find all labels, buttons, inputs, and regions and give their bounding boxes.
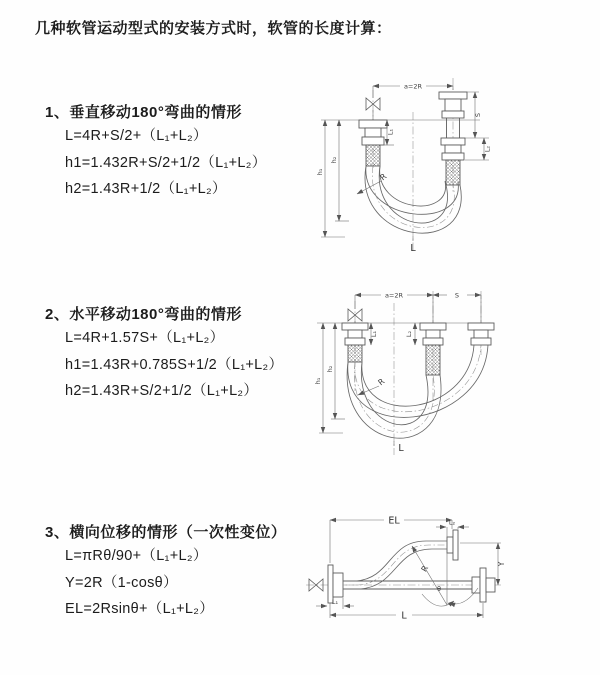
- diagram-lateral-displacement: [300, 500, 600, 650]
- formula-h1: h1=1.432R+S/2+1/2（L₁+L₂）: [65, 154, 267, 171]
- hose-swung-curves: [348, 345, 488, 417]
- label-length: L: [398, 443, 404, 454]
- dimension-el: [330, 516, 452, 564]
- label-l2: L₂: [448, 518, 456, 527]
- hose-braid-hatch: [426, 345, 440, 375]
- label-r: R: [376, 376, 387, 388]
- page-title: 几种软管运动型式的安装方式时，软管的长度计算：: [35, 20, 392, 37]
- label-h2: h₂: [326, 365, 334, 373]
- section-3-heading: 3、横向位移的情形（一次性变位）: [45, 524, 287, 541]
- hose-s-curve: [343, 541, 447, 589]
- label-length: L: [401, 610, 407, 622]
- radius-leader: [412, 527, 447, 605]
- dimension-l2: [405, 323, 415, 345]
- section-vertical-movement: [45, 101, 267, 203]
- upper-flange-fitting: [447, 530, 458, 560]
- dimension-l1: [316, 598, 354, 609]
- dimension-a2r: [373, 82, 453, 90]
- formula-y: Y=2R（1-cosθ）: [65, 574, 178, 591]
- formula-l: L=4R+1.57S+（L₁+L₂）: [65, 330, 225, 346]
- section-lateral-displacement: [45, 521, 286, 623]
- section-1-heading: 1、垂直移动180°弯曲的情形: [45, 104, 242, 121]
- left-pipe-fitting: [359, 120, 387, 166]
- label-l2: L₂: [483, 145, 492, 153]
- dimension-s: [433, 291, 481, 323]
- hose-braid-hatch: [348, 345, 362, 362]
- label-r: R: [419, 564, 431, 574]
- dimension-l2: [465, 138, 492, 160]
- label-s: S: [474, 112, 482, 118]
- label-l1: L₁: [331, 598, 339, 606]
- valve-icon: [366, 86, 380, 120]
- formula-l: L=4R+S/2+（L₁+L₂）: [65, 128, 208, 144]
- dimension-h1: [316, 120, 345, 237]
- dimension-a2r: [355, 291, 433, 299]
- dimension-h1: [314, 323, 343, 433]
- label-theta: θ: [437, 585, 441, 593]
- formula-h1: h1=1.43R+0.785S+1/2（L₁+L₂）: [65, 356, 284, 373]
- label-length: L: [410, 243, 416, 254]
- hose-braid-hatch: [366, 145, 380, 166]
- formula-h2: h2=1.43R+1/2（L₁+L₂）: [65, 181, 227, 197]
- left-pipe-fitting: [342, 323, 368, 362]
- right-pipe-fitting: [468, 323, 494, 345]
- dimension-l1: [370, 323, 378, 345]
- dimension-s: [465, 92, 489, 138]
- label-s: S: [454, 291, 460, 300]
- label-l1: L₁: [386, 128, 395, 136]
- dimension-h2: [330, 120, 349, 221]
- dimension-h2: [326, 323, 345, 419]
- label-a2r: a=2R: [384, 291, 404, 300]
- label-h1: h₁: [316, 168, 324, 176]
- label-h1: h₁: [314, 377, 322, 385]
- diagram-horizontal-180-bend: [313, 283, 600, 473]
- section-horizontal-movement: [45, 303, 283, 405]
- formula-h2: h2=1.43R+S/2+1/2（L₁+L₂）: [65, 383, 259, 399]
- label-l1: L₁: [370, 330, 378, 338]
- label-h2: h₂: [330, 156, 338, 164]
- label-r: R: [378, 171, 389, 183]
- label-a2r: a=2R: [403, 82, 423, 91]
- diagram-vertical-180-bend: [315, 70, 600, 265]
- section-2-heading: 2、水平移动180°弯曲的情形: [45, 306, 242, 323]
- label-l2: L₂: [405, 330, 413, 338]
- angle-theta: [422, 585, 478, 606]
- hose-braid-hatch: [446, 160, 460, 185]
- right-flange-fitting: [472, 568, 495, 602]
- label-el: EL: [388, 515, 400, 527]
- right-pipe-fitting: [439, 92, 467, 185]
- formula-l: L=πRθ/90+（L₁+L₂）: [65, 548, 208, 564]
- middle-pipe-fitting: [420, 323, 446, 375]
- label-y: Y: [497, 561, 506, 567]
- formula-el: EL=2Rsinθ+（L₁+L₂）: [65, 601, 215, 617]
